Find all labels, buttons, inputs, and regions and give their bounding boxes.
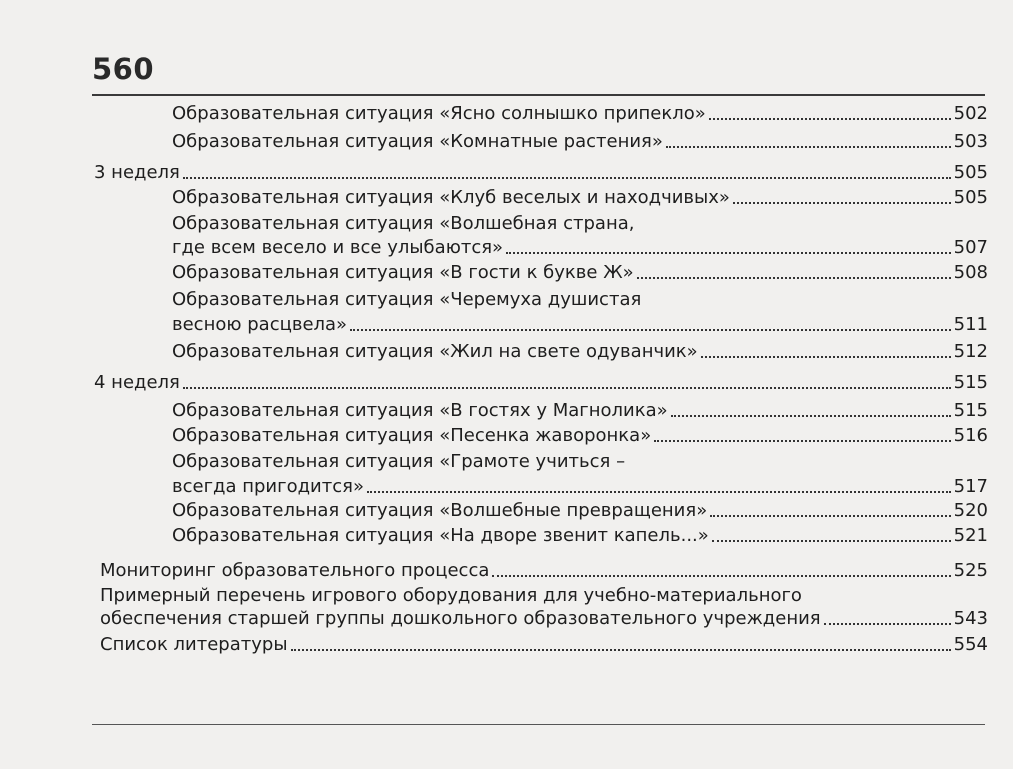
toc-entry-title: 3 неделя [94,162,180,183]
toc-entry-title: Образовательная ситуация «Волшебные превращения» [172,500,708,521]
toc-entry-title: всегда пригодится» [172,476,364,497]
toc-leader-dots [492,575,950,577]
toc-leader-dots [350,329,951,331]
toc-entry-title: Образовательная ситуация «Клуб веселых и находчивых» [172,187,730,208]
toc-leader-dots [709,118,951,120]
toc-entry-title: Образовательная ситуация «В гостях у Магнолика» [172,400,668,421]
toc-entry [172,314,988,336]
toc-entry-page: 525 [953,560,988,581]
toc-leader-dots [666,146,951,148]
toc-entry-page: 502 [953,103,988,124]
toc-entry-title: Образовательная ситуация «Комнатные растения» [172,131,663,152]
toc-entry-page: 554 [953,634,988,655]
toc-entry-page: 505 [953,187,988,208]
toc-entry [172,103,988,125]
toc-leader-dots [733,202,951,204]
toc-entry-page: 505 [953,162,988,183]
toc-leader-dots [367,491,951,493]
toc-entry [172,341,988,363]
toc-leader-dots [183,387,951,389]
toc-leader-dots [637,277,951,279]
toc-entry-page: 515 [953,372,988,393]
toc-section-entry [100,560,988,582]
toc-entry-title: где всем весело и все улыбаются» [172,237,504,258]
toc-entry-title: весною расцвела» [172,314,348,335]
toc-section-entry [94,162,988,184]
toc-entry [172,400,988,422]
toc-entry-page: 503 [953,131,988,152]
toc-entry-title-line1: Примерный перечень игрового оборудования для учебно-материального [100,585,802,606]
toc-leader-dots [824,623,951,625]
toc-entry-page: 511 [953,314,988,335]
toc-entry [172,237,988,259]
toc-entry-page: 520 [953,500,988,521]
toc-entry-title: обеспечения старшей группы дошкольного образовательного учреждения [100,608,821,629]
toc-entry-title-line1: Образовательная ситуация «Грамоте учиться – [172,451,626,472]
toc-section-entry [100,634,988,656]
toc-entry [172,131,988,153]
toc-leader-dots [506,252,951,254]
toc-entry-page: 517 [953,476,988,497]
toc-entry [172,187,988,209]
toc-leader-dots [710,515,950,517]
toc-entry-page: 507 [953,237,988,258]
toc-entry-page: 512 [953,341,988,362]
toc-entry-page: 516 [953,425,988,446]
toc-entry [172,425,988,447]
toc-leader-dots [712,540,951,542]
toc-section-entry [100,608,988,630]
toc-entry-title: 4 неделя [94,372,180,393]
toc-entry-title-line1: Образовательная ситуация «Черемуха душистая [172,289,642,310]
toc-leader-dots [654,440,950,442]
toc-entry-page: 521 [953,525,988,546]
toc-entry-page: 508 [953,262,988,283]
toc-entry-title: Образовательная ситуация «Песенка жаворонка» [172,425,652,446]
toc-entry [172,476,988,498]
toc-entry [172,262,988,284]
toc-entry-title: Образовательная ситуация «Ясно солнышко припекло» [172,103,706,124]
toc-entry-title: Образовательная ситуация «На дворе звенит капель...» [172,525,709,546]
toc-entry-title: Образовательная ситуация «Жил на свете одуванчик» [172,341,698,362]
toc-entry-page: 515 [953,400,988,421]
footer-rule [92,724,985,725]
toc-entry-page: 543 [953,608,988,629]
toc-entry [172,500,988,522]
toc-entry-title: Список литературы [100,634,288,655]
toc-entry-title-line1: Образовательная ситуация «Волшебная страна, [172,213,635,234]
toc-leader-dots [183,177,951,179]
toc-entry-title: Образовательная ситуация «В гости к букве Ж» [172,262,634,283]
toc-entry [172,525,988,547]
toc-leader-dots [291,649,951,651]
page-number: 560 [92,52,155,86]
toc-entry-title: Мониторинг образовательного процесса [100,560,490,581]
toc-leader-dots [671,415,951,417]
toc-leader-dots [701,356,951,358]
header-rule [92,94,985,96]
toc-section-entry [94,372,988,394]
